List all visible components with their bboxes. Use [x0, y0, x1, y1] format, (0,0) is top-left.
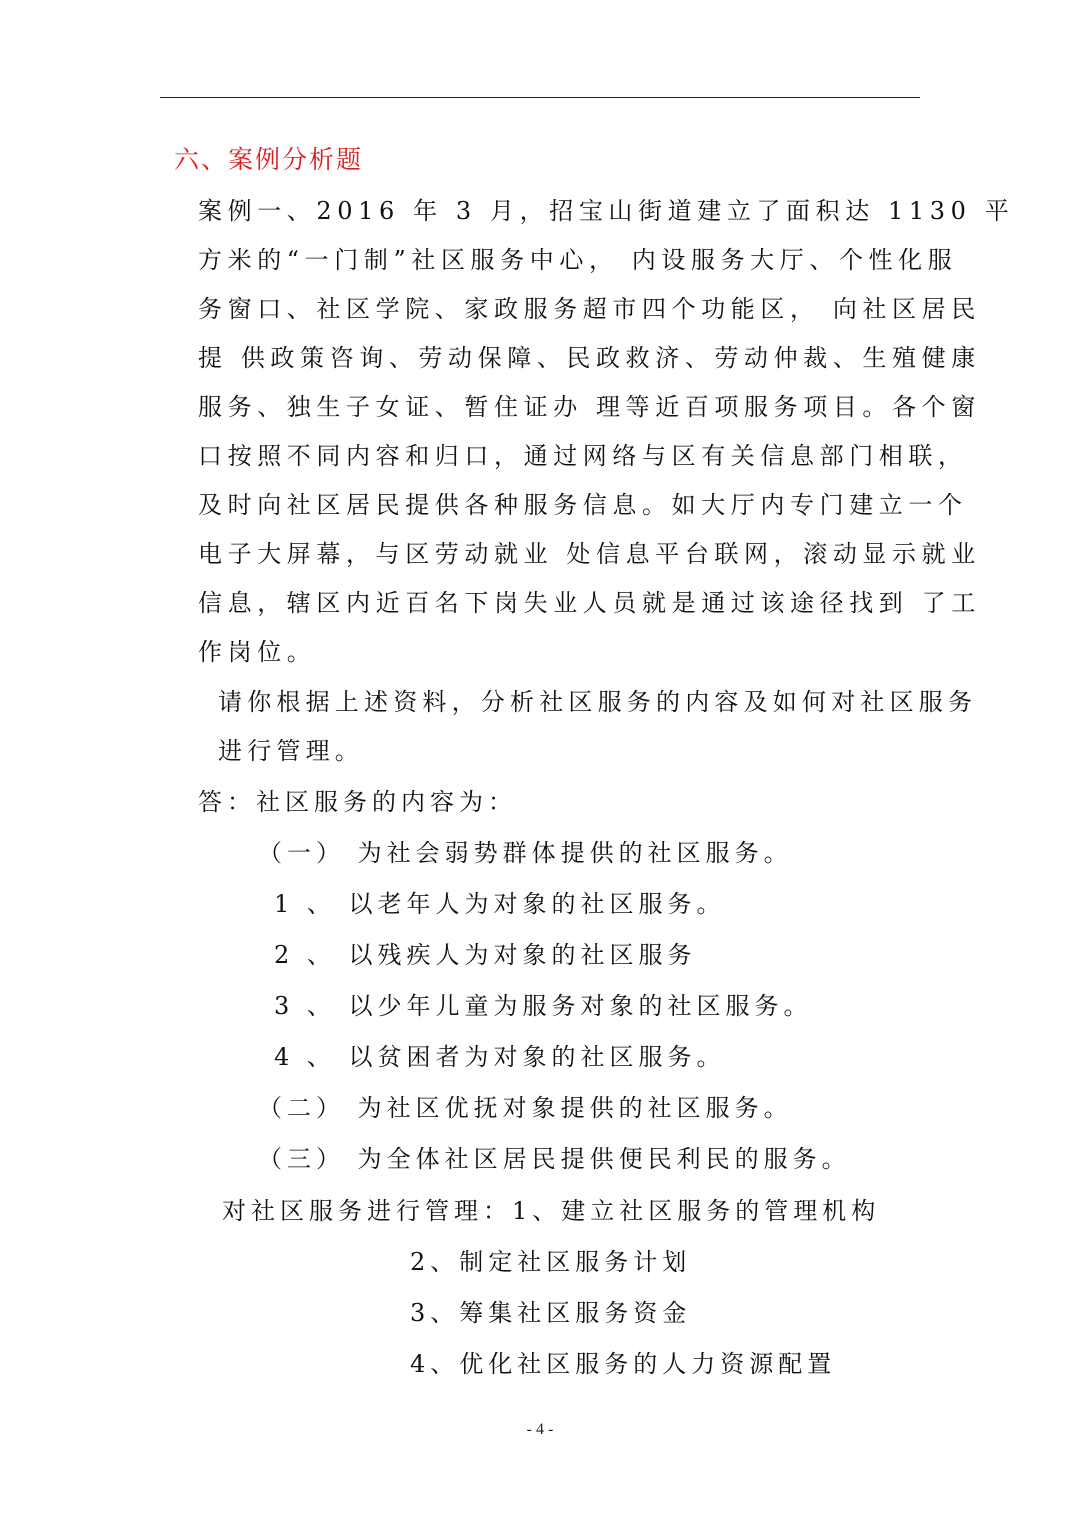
- case-line: 信息，辖区内近百名下岗失业人员就是通过该途径找到 了工: [198, 589, 981, 617]
- answer-item: 1 、 以老年人为对象的社区服务。: [274, 890, 726, 918]
- answer-part-1: （一） 为社会弱势群体提供的社区服务。: [258, 839, 793, 867]
- question-line: 进行管理。: [218, 737, 364, 765]
- management-item: 3、筹集社区服务资金: [410, 1299, 692, 1327]
- management-item: 2、制定社区服务计划: [410, 1248, 692, 1276]
- answer-part-3: （三） 为全体社区居民提供便民利民的服务。: [258, 1145, 851, 1173]
- section-heading: 六、案例分析题: [174, 145, 364, 174]
- management-intro: 对社区服务进行管理：1、建立社区服务的管理机构: [222, 1197, 881, 1225]
- page-number: - 4 -: [526, 1421, 554, 1438]
- answer-part-2: （二） 为社区优抚对象提供的社区服务。: [258, 1094, 793, 1122]
- answer-item: 3 、 以少年儿童为服务对象的社区服务。: [274, 992, 813, 1020]
- case-line: 口按照不同内容和归口，通过网络与区有关信息部门相联，: [198, 442, 968, 470]
- case-line: 方米的“一门制”社区服务中心， 内设服务大厅、个性化服: [198, 246, 958, 274]
- case-line: 提 供政策咨询、劳动保障、民政救济、劳动仲裁、生殖健康: [198, 344, 981, 372]
- answer-item: 2 、 以残疾人为对象的社区服务: [274, 941, 697, 969]
- case-line: 及时向社区居民提供各种服务信息。如大厅内专门建立一个: [198, 491, 968, 519]
- case-line: 电子大屏幕，与区劳动就业 处信息平台联网，滚动显示就业: [198, 540, 981, 568]
- case-line: 作岗位。: [198, 638, 317, 666]
- answer-intro: 答：社区服务的内容为：: [198, 788, 517, 816]
- case-line: 务窗口、社区学院、家政服务超市四个功能区， 向社区居民: [198, 295, 981, 323]
- case-line: 案例一、2016 年 3 月，招宝山街道建立了面积达 1130 平: [198, 197, 1015, 225]
- management-item: 4、优化社区服务的人力资源配置: [410, 1350, 837, 1378]
- question-line: 请你根据上述资料，分析社区服务的内容及如何对社区服务: [218, 688, 978, 716]
- case-line: 服务、独生子女证、暂住证办 理等近百项服务项目。各个窗: [198, 393, 981, 421]
- header-rule: [160, 97, 920, 98]
- answer-item: 4 、 以贫困者为对象的社区服务。: [274, 1043, 726, 1071]
